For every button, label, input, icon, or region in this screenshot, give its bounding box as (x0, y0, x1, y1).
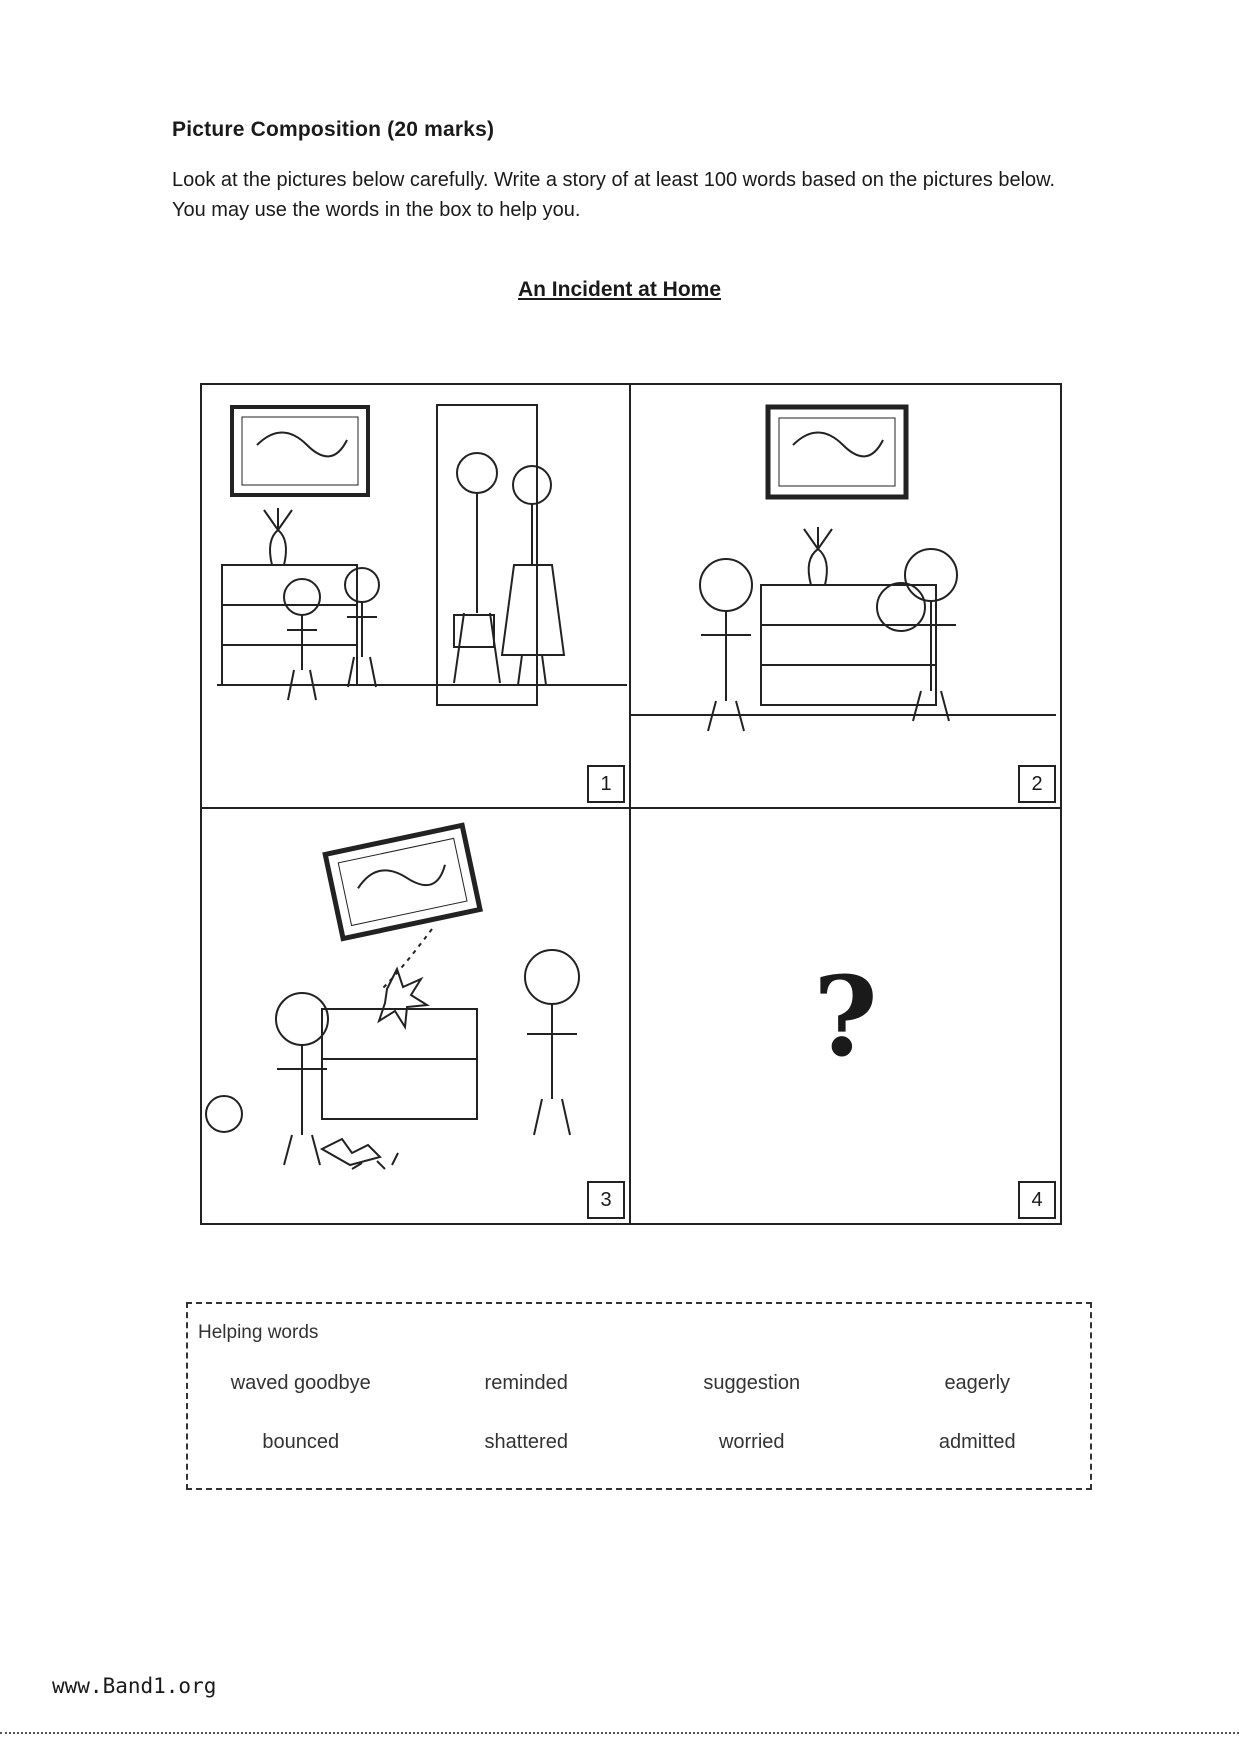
helping-word: eagerly (944, 1372, 1011, 1394)
panel-2-number: 2 (1018, 765, 1056, 803)
instructions-text: Look at the pictures below carefully. Write a story of at least 100 words based on the pictures below. You may use the words in the box to help you. (172, 169, 1056, 221)
panel-2-illustration (631, 385, 1056, 805)
composition-heading: Picture Composition (20 marks) (172, 118, 495, 141)
helping-words-box (186, 1302, 1092, 1490)
panel-1 (202, 385, 631, 809)
panel-2 (631, 385, 1060, 809)
helping-word: waved goodbye (230, 1372, 371, 1394)
story-title: An Incident at Home (517, 278, 722, 301)
panel-1-number: 1 (587, 765, 625, 803)
panel-3-illustration (202, 809, 627, 1219)
footer-url: www.Band1.org (52, 1674, 217, 1698)
helping-words-list (188, 1372, 1090, 1454)
helping-word: admitted (938, 1431, 1016, 1453)
panel-4-number: 4 (1018, 1181, 1056, 1219)
helping-words-label: Helping words (198, 1322, 319, 1343)
helping-word: suggestion (703, 1372, 801, 1394)
helping-word: shattered (484, 1431, 568, 1453)
panel-3 (202, 809, 631, 1223)
question-mark-icon: ? (813, 951, 878, 1081)
helping-word: reminded (484, 1372, 568, 1394)
helping-word: worried (718, 1431, 785, 1453)
panel-4 (631, 809, 1060, 1223)
scan-edge-line (0, 1732, 1239, 1734)
panel-3-number: 3 (587, 1181, 625, 1219)
panel-1-illustration (202, 385, 627, 805)
helping-word: bounced (262, 1431, 340, 1453)
picture-grid (200, 383, 1062, 1225)
